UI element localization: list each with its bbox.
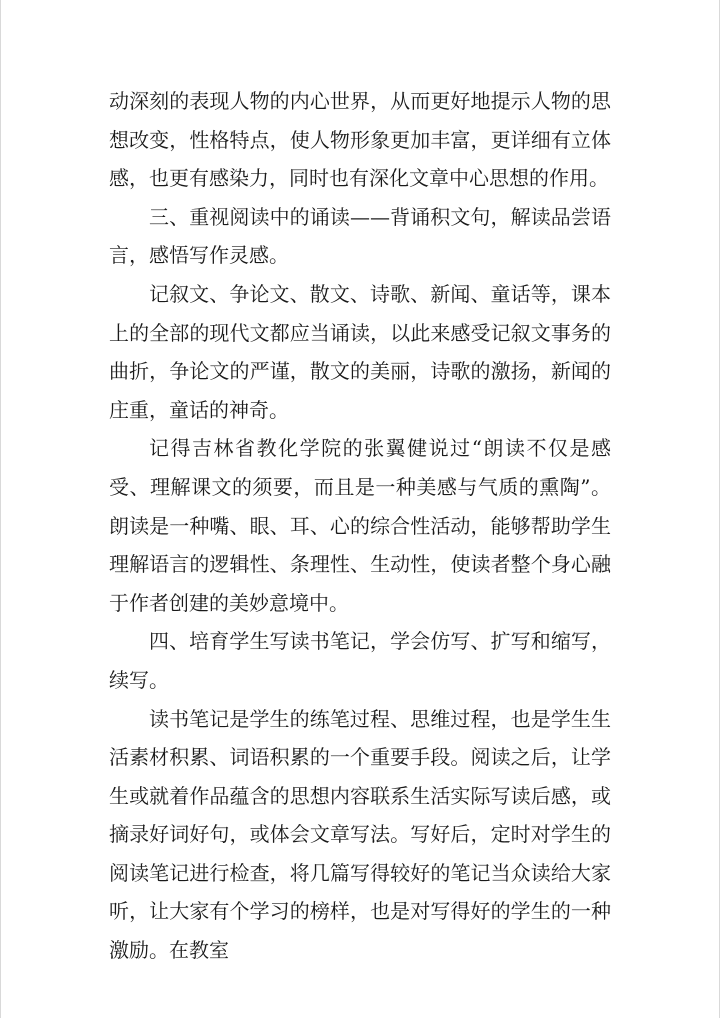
document-body — [109, 82, 611, 970]
paragraph-3: 记叙文、争论文、散文、诗歌、新闻、童话等，课本上的全部的现代文都应当诵读，以此来感受记叙文事务的曲折，争论文的严谨，散文的美丽，诗歌的激扬，新闻的庄重，童话的神奇。 — [109, 281, 611, 422]
paragraph-6: 读书笔记是学生的练笔过程、思维过程，也是学生生活素材积累、词语积累的一个重要手段。阅读之后，让学生或就着作品蕴含的思想内容联系生活实际写读后感，或摘录好词好句，或体会文章写法。写好后，定时对学生的阅读笔记进行检查，将几篇写得较好的笔记当众读给大家听，让大家有个学习的榜样，也是对写得好的学生的一种激励。在教室 — [109, 706, 611, 963]
paragraph-2-heading: 三、重视阅读中的诵读——背诵积文句，解读品尝语言，感悟写作灵感。 — [109, 204, 611, 268]
paragraph-1: 动深刻的表现人物的内心世界，从而更好地提示人物的思想改变，性格特点，使人物形象更加丰富，更详细有立体感，也更有感染力，同时也有深化文章中心思想的作用。 — [109, 89, 611, 191]
paragraph-4: 记得吉林省教化学院的张翼健说过“朗读不仅是感受、理解课文的须要，而且是一种美感与气质的熏陶”。朗读是一种嘴、眼、耳、心的综合性活动，能够帮助学生理解语言的逻辑性、条理性、生动性，使读者整个身心融于作者创建的美妙意境中。 — [109, 436, 611, 615]
paragraph-5-heading: 四、培育学生写读书笔记，学会仿写、扩写和缩写，续写。 — [109, 629, 611, 692]
